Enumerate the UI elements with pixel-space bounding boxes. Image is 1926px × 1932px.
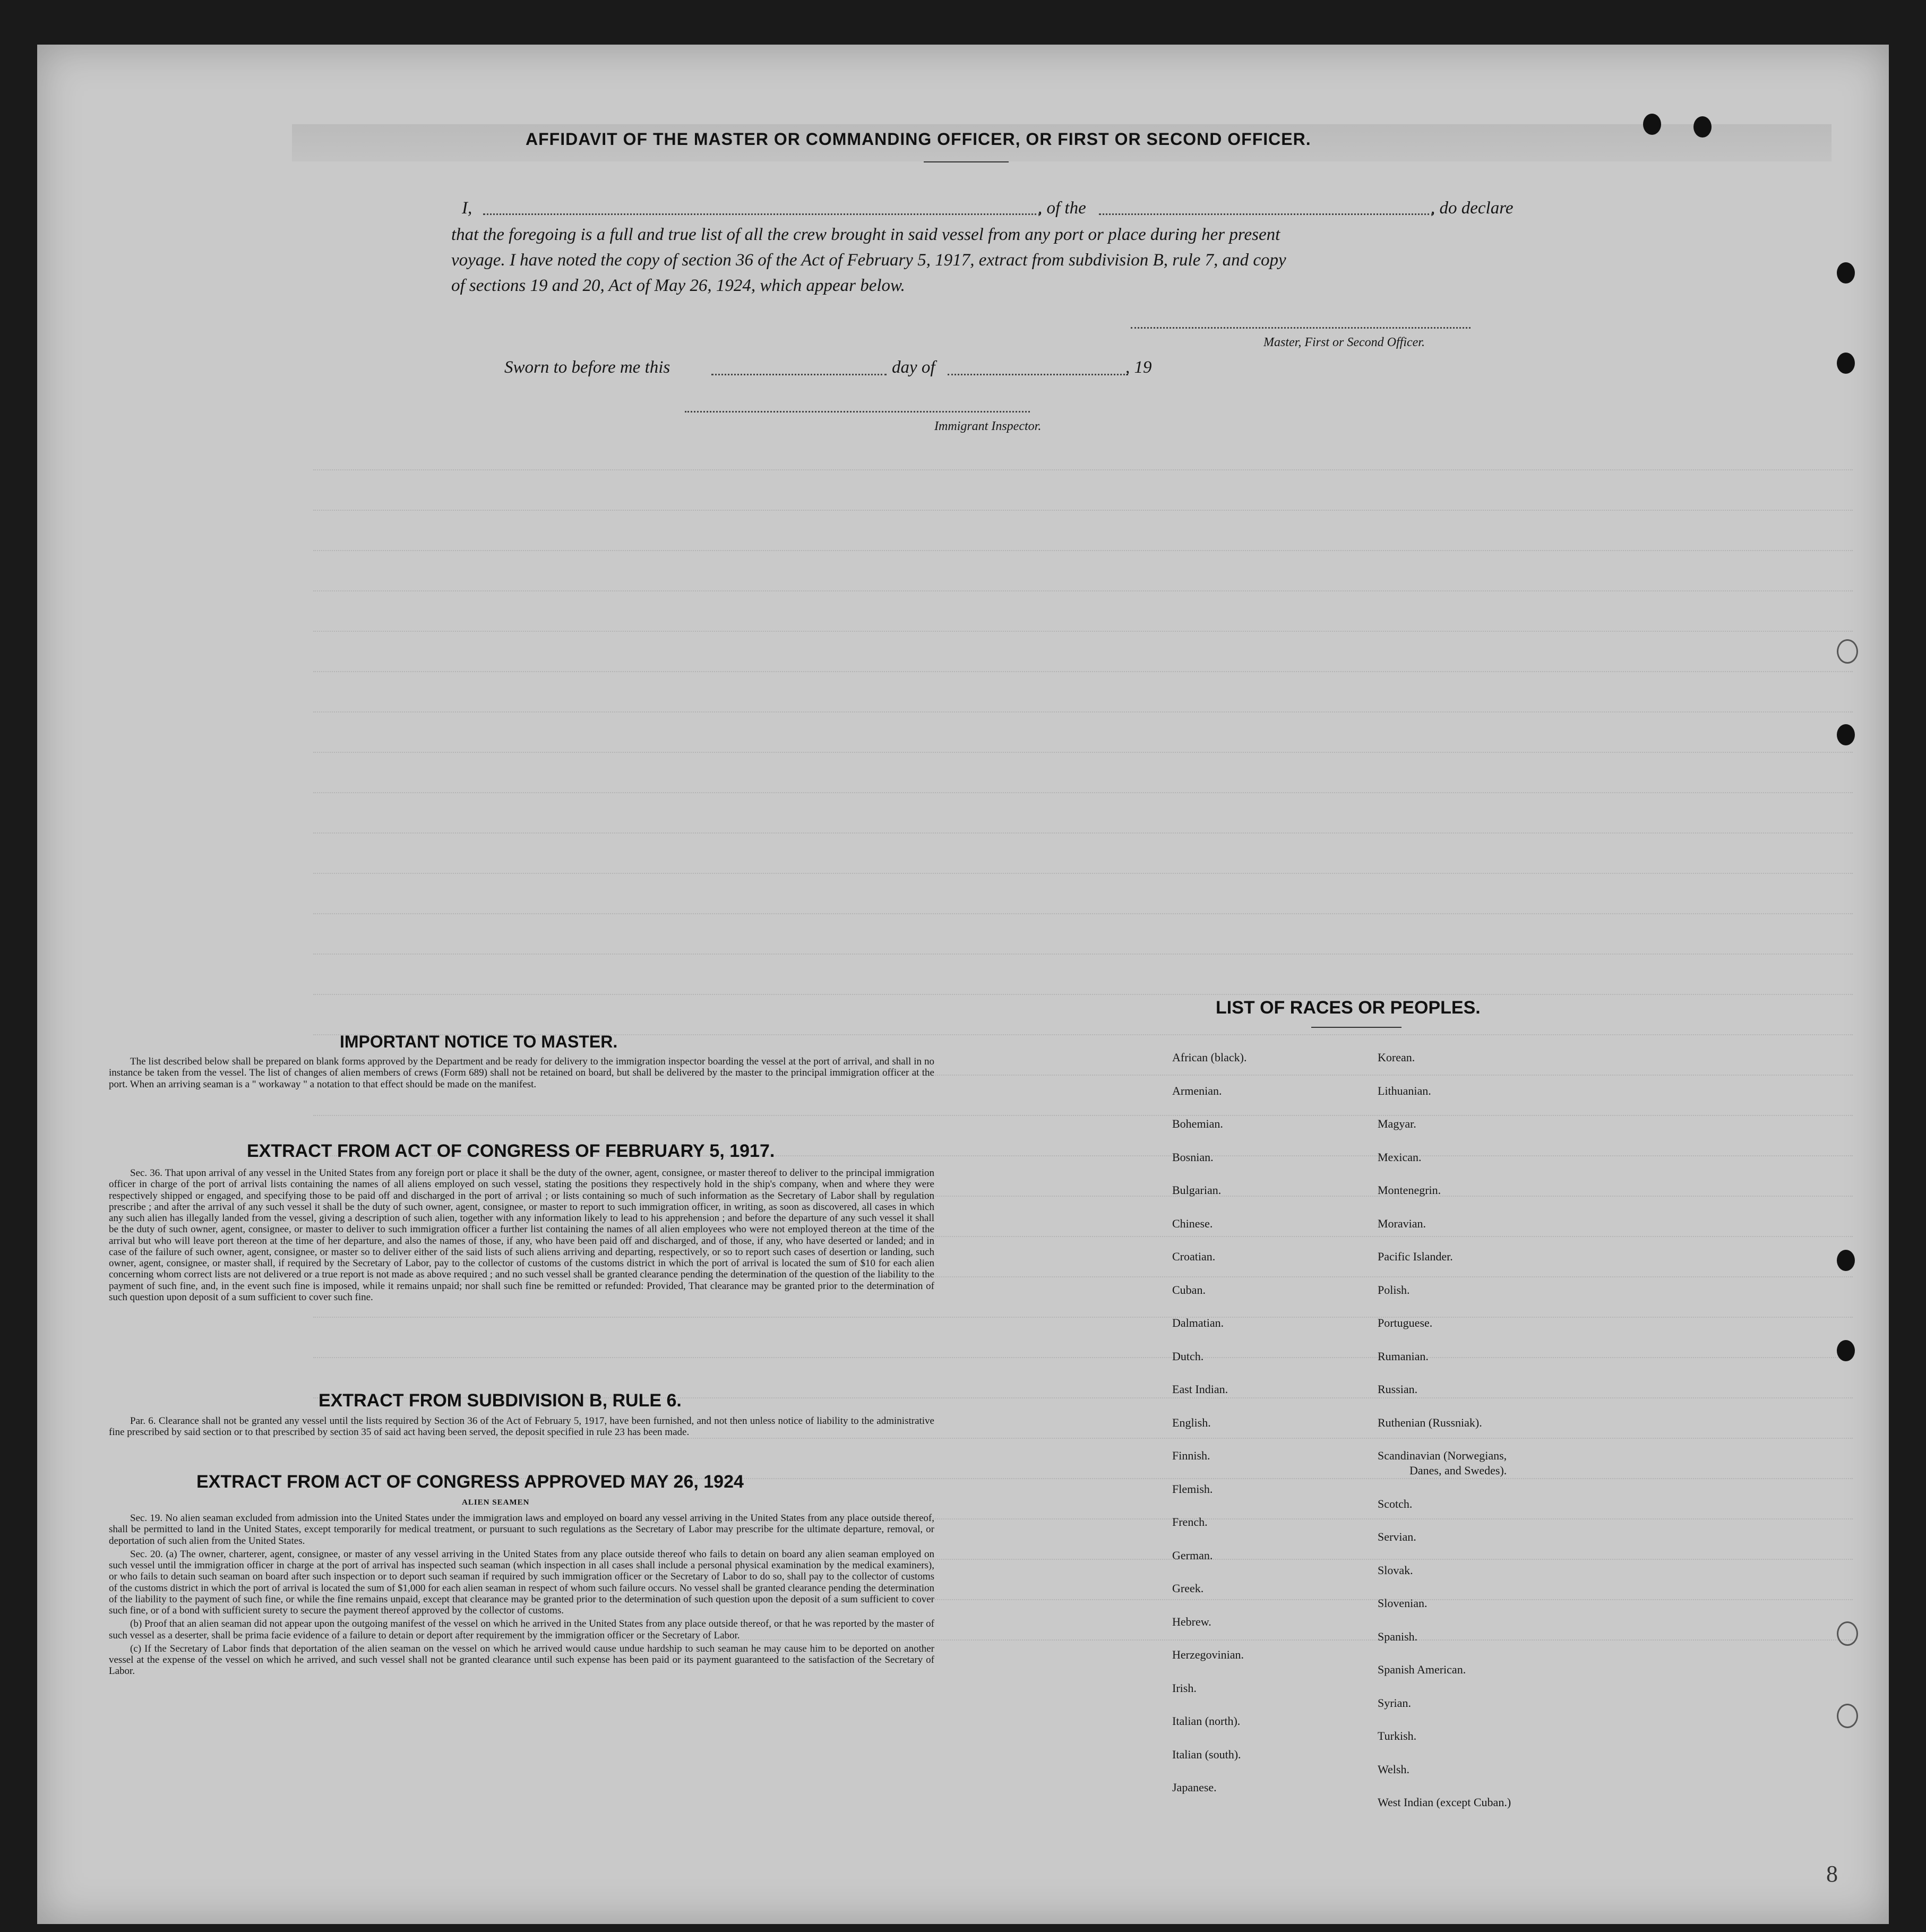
punch-hole (1837, 724, 1855, 745)
year-prefix: , 19 (1125, 358, 1152, 377)
races-rule (1311, 1027, 1401, 1028)
day-of-text: day of (892, 358, 935, 377)
affidavit-declare: , do declare (1431, 199, 1514, 218)
title-rule (924, 161, 1009, 162)
race-item: Danes, and Swedes). (1409, 1464, 1507, 1477)
race-item: Welsh. (1378, 1762, 1409, 1776)
race-item: German. (1172, 1548, 1213, 1562)
race-item: African (black). (1172, 1051, 1247, 1064)
race-item: Slovak. (1378, 1563, 1413, 1577)
sworn-text: Sworn to before me this (504, 358, 670, 377)
rule-6-paragraph: Par. 6. Clearance shall not be granted any vessel until the lists required by Section 36 of the Act of February 5, 1917, have been furnished, and not then unless notice of liability to the administrative fine prescribed by said section or to that prescribed by section 35 of said act having been served, the deposit specified in rule 23 has been made. (109, 1415, 934, 1438)
bleed-through-row (313, 494, 1853, 511)
section-36-paragraph: Sec. 36. That upon arrival of any vessel in the United States from any foreign port or place it shall be the duty of the owner, agent, consignee, or master thereof to deliver to the principal immigration officer in charge of the port of arrival lists containing the names of all aliens employed on such vessel, stating the positions they respectively hold in the ship's company, when and where they were respectively shipped or engaged, and specifying those to be paid off and discharged in the port of arrival ; or lists containing so much of such information as the Secretary of Labor shall by regulation prescribe ; and after the arrival of any such vessel it shall be the duty of such owner, agent, consignee, or master to report to such immigration officer, in writing, as soon as discovered, all cases in which any such alien has illegally landed from the vessel, giving a description of such alien, together with any information likely to lead to his apprehension ; and before the departure of any such vessel it shall be the duty of such owner, agent, consignee, or master to deliver to such immigration officer a further list containing the names of all alien employees who were not employed thereon at the time of the arrival but who will leave port thereon at the time of her departure, and also the names of those, if any, who have been paid off and discharged, and of those, if any, who have deserted or landed; and in case of the failure of such owner, agent, consignee, or master so to deliver either of the said lists of such aliens arriving and departing, respectively, or so to report such cases of desertion or landing, such owner, agent, consignee, or master shall, if required by the Secretary of Labor, pay to the collector of customs of the customs district in which the port of arrival is located the sum of $10 for each alien concerning whom correct lists are not delivered or a true report is not made as above required ; and no such vessel shall be granted clearance pending the determination of the question of the liability to the payment of such fine, and, in the event such fine is imposed, while it remains unpaid; nor shall such fine be remitted or refunded: Provided, That clearance may be granted prior to the determination of such question upon deposit of a sum sufficient to cover such fine. (109, 1167, 934, 1303)
race-item: Irish. (1172, 1681, 1197, 1695)
bleed-through-row (313, 736, 1853, 753)
race-item: Russian. (1378, 1383, 1418, 1396)
sworn-day-line (711, 374, 887, 375)
race-item: Scandinavian (Norwegians, (1378, 1449, 1507, 1462)
affidavit-line-2: that the foregoing is a full and true list of all the crew brought in said vessel from any port or place during her present (451, 225, 1280, 244)
race-item: Bulgarian. (1172, 1183, 1222, 1197)
race-item: Finnish. (1172, 1449, 1210, 1462)
inspector-line (685, 411, 1030, 413)
affidavit-title: AFFIDAVIT OF THE MASTER OR COMMANDING OFFICER, OR FIRST OR SECOND OFFICER. (526, 130, 1311, 149)
race-item: Herzegovinian. (1172, 1648, 1244, 1661)
race-item: West Indian (except Cuban.) (1378, 1796, 1511, 1809)
punch-hole (1837, 1250, 1855, 1271)
bleed-through-row (313, 453, 1853, 470)
sworn-month-line (948, 374, 1128, 375)
race-item: French. (1172, 1515, 1208, 1529)
races-title: LIST OF RACES OR PEOPLES. (1216, 998, 1481, 1018)
vessel-line (1099, 213, 1433, 215)
punch-hole (1837, 262, 1855, 284)
race-item: Spanish American. (1378, 1663, 1466, 1676)
race-item: Portuguese. (1378, 1316, 1433, 1329)
affidavit-i: I, (462, 199, 472, 218)
race-item: Scotch. (1378, 1497, 1413, 1510)
race-item: Pacific Islander. (1378, 1250, 1453, 1263)
extract-1917-title: EXTRACT FROM ACT OF CONGRESS OF FEBRUARY 5, 1917. (247, 1141, 775, 1161)
notice-title: IMPORTANT NOTICE TO MASTER. (340, 1032, 618, 1051)
bleed-through-row (313, 978, 1853, 995)
bleed-through-row (313, 534, 1853, 551)
extract-1924-body (109, 1513, 934, 1679)
inspector-label: Immigrant Inspector. (934, 419, 1042, 433)
bleed-through-row (313, 817, 1853, 834)
race-item: Slovenian. (1378, 1596, 1428, 1610)
affidavit-of-the: , of the (1038, 199, 1086, 218)
race-item: Bohemian. (1172, 1117, 1223, 1130)
bleed-through-row (313, 1341, 1853, 1358)
signature-line (1131, 327, 1471, 329)
race-item: Italian (north). (1172, 1714, 1241, 1728)
extract-1917-body (109, 1167, 934, 1305)
punch-hole (1837, 639, 1858, 664)
notice-body (109, 1056, 934, 1092)
race-item: Hebrew. (1172, 1615, 1211, 1628)
race-item: Korean. (1378, 1051, 1415, 1064)
name-line (483, 213, 1041, 215)
bleed-through-row (313, 857, 1853, 874)
bleed-through-row (313, 615, 1853, 632)
race-item: Servian. (1378, 1530, 1416, 1543)
corner-mark: 8 (1826, 1861, 1838, 1887)
race-item: Japanese. (1172, 1781, 1217, 1794)
race-item: Italian (south). (1172, 1747, 1241, 1761)
race-item: Flemish. (1172, 1482, 1213, 1496)
signature-label: Master, First or Second Officer. (1263, 336, 1425, 349)
race-item: Montenegrin. (1378, 1183, 1441, 1197)
affidavit-line-3: voyage. I have noted the copy of section 36 of the Act of February 5, 1917, extract from subdivision B, rule 7, and copy (451, 251, 1286, 270)
punch-hole (1837, 1704, 1858, 1728)
document-page (37, 45, 1889, 1924)
race-item: Cuban. (1172, 1283, 1206, 1296)
race-item: Chinese. (1172, 1216, 1213, 1230)
section-20b-paragraph: (b) Proof that an alien seaman did not appear upon the outgoing manifest of the vessel on which he arrived in the United States from any place outside thereof, or that he was reported by the master of such vessel as a deserter, shall be prima facie evidence of a failure to detain or deport after requirement by the immigration officer or the Secretary of Labor. (109, 1618, 934, 1641)
section-20c-paragraph: (c) If the Secretary of Labor finds that deportation of the alien seaman on the vessel on which he arrived would cause undue hardship to such seaman he may cause him to be deported on another vessel at the expense of the vessel on which he arrived, and such vessel shall not be granted clearance until such expense has been paid or its payment guaranteed to the satisfaction of the Secretary of Labor. (109, 1643, 934, 1677)
bleed-through-row (313, 574, 1853, 591)
race-item: Moravian. (1378, 1216, 1426, 1230)
extract-rule6-title: EXTRACT FROM SUBDIVISION B, RULE 6. (319, 1390, 682, 1411)
race-item: Turkish. (1378, 1729, 1417, 1742)
affidavit-line-4: of sections 19 and 20, Act of May 26, 1924, which appear below. (451, 276, 905, 295)
punch-hole (1837, 1621, 1858, 1646)
bleed-through-row (313, 897, 1853, 914)
race-item: Syrian. (1378, 1696, 1411, 1710)
race-item: Dalmatian. (1172, 1316, 1224, 1329)
race-item: Greek. (1172, 1582, 1204, 1595)
race-item: East Indian. (1172, 1383, 1228, 1396)
bleed-through-row (313, 695, 1853, 712)
bleed-through-row (313, 1099, 1853, 1116)
race-item: Magyar. (1378, 1117, 1416, 1130)
race-item: Croatian. (1172, 1250, 1216, 1263)
alien-seamen-subtitle: ALIEN SEAMEN (462, 1498, 530, 1507)
race-item: Rumanian. (1378, 1349, 1429, 1363)
extract-1924-title: EXTRACT FROM ACT OF CONGRESS APPROVED MAY 26, 1924 (196, 1472, 744, 1492)
race-item: Armenian. (1172, 1084, 1222, 1097)
bleed-through-row (313, 655, 1853, 672)
race-item: English. (1172, 1415, 1211, 1429)
section-20a-paragraph: Sec. 20. (a) The owner, charterer, agent, consignee, or master of any vessel arriving in the United States from any place outside thereof who fails to detain on board any alien seaman employed on such vessel until the immigration officer in charge at the port of arrival has inspected such seaman (which inspection in all cases shall include a personal physical examination by the medical examiners), or who fails to detain such seaman on board after such inspection or to deport such seaman if required by such immigration officer or the Secretary of Labor to do so, shall pay to the collector of customs of the customs district in which the port of arrival is located the sum of $1,000 for each alien seaman in respect of whom such failure occurs. No vessel shall be granted clearance pending the determination of the liability to the payment of such fine, or while the fine remains unpaid, except that clearance may be granted prior to the determination of such question upon the deposit of a sum sufficient to cover such fine, or of a bond with sufficient surety to secure the payment thereof approved by the collector of customs. (109, 1548, 934, 1617)
notice-paragraph: The list described below shall be prepared on blank forms approved by the Department and be ready for delivery to the immigration inspector boarding the vessel at the port of arrival, and shall in no instance be taken from the vessel. The list of changes of alien members of crews (Form 689) shall not be retained on board, but shall be delivered by the master to the principal immigration officer at the port. When an arriving seaman is a " workaway " a notation to that effect should be made on the manifest. (109, 1056, 934, 1090)
race-item: Ruthenian (Russniak). (1378, 1415, 1482, 1429)
bleed-through-row (313, 776, 1853, 793)
race-item: Polish. (1378, 1283, 1410, 1296)
extract-rule6-body (109, 1415, 934, 1440)
race-item: Spanish. (1378, 1629, 1418, 1643)
race-item: Mexican. (1378, 1150, 1422, 1164)
bleed-through-row (313, 938, 1853, 955)
punch-hole (1837, 353, 1855, 374)
race-item: Dutch. (1172, 1349, 1204, 1363)
race-item: Lithuanian. (1378, 1084, 1431, 1097)
punch-hole (1693, 116, 1712, 138)
race-item: Bosnian. (1172, 1150, 1214, 1164)
punch-hole (1643, 114, 1661, 135)
section-19-paragraph: Sec. 19. No alien seaman excluded from admission into the United States under the immigration laws and employed on board any vessel arriving in the United States from any place outside thereof, shall be permitted to land in the United States, except temporarily for medical treatment, or pursuant to such regulations as the Secretary of Labor may prescribe for the ultimate departure, removal, or deportation of such alien from the United States. (109, 1513, 934, 1547)
punch-hole (1837, 1340, 1855, 1361)
